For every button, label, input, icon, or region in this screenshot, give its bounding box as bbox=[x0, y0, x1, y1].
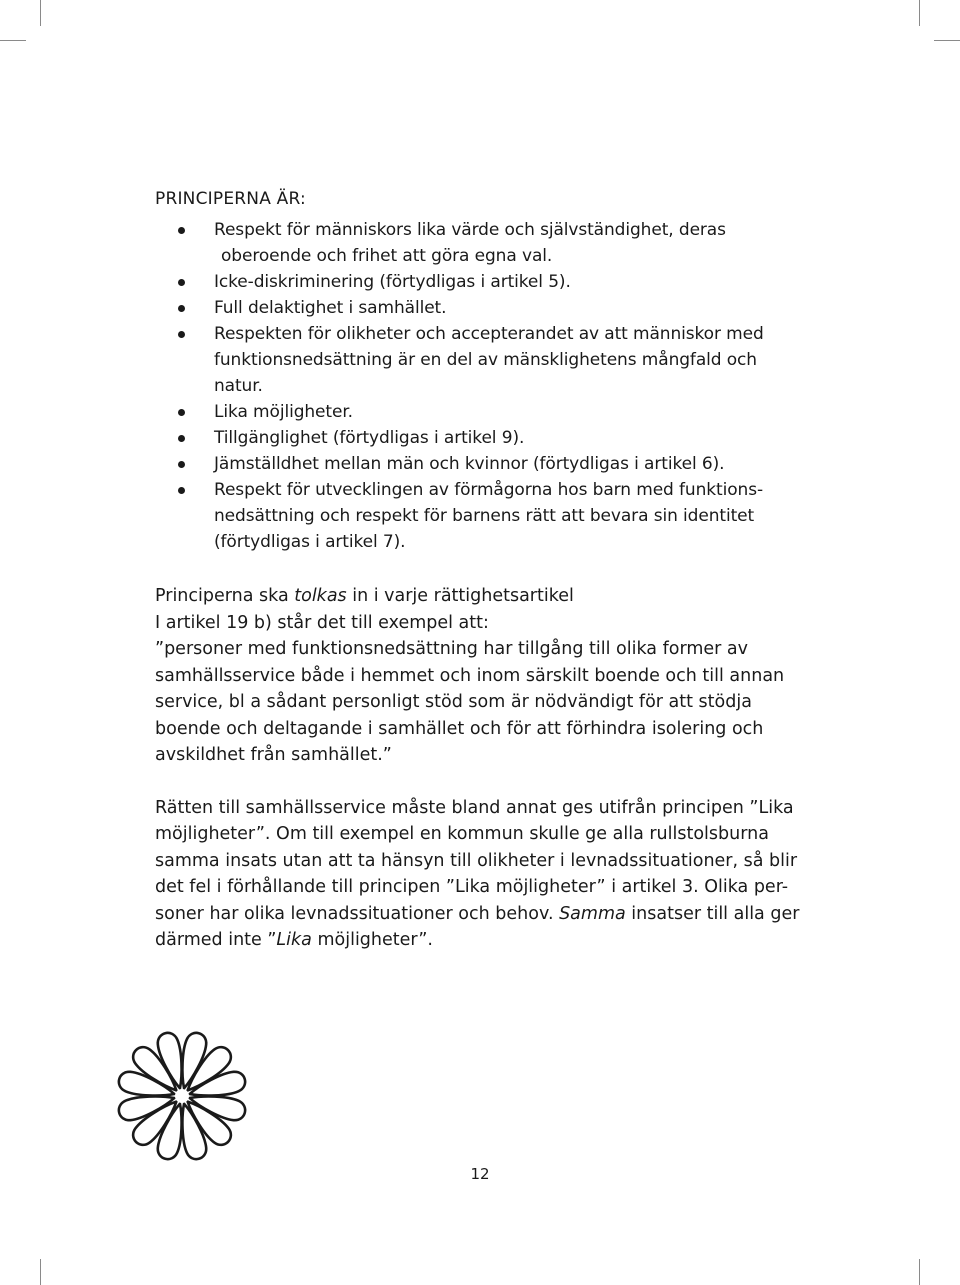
bullet-icon bbox=[178, 461, 185, 468]
flower-icon bbox=[108, 1022, 256, 1170]
bullet-icon bbox=[178, 227, 185, 234]
bullet-icon bbox=[178, 279, 185, 286]
bullet-icon bbox=[178, 435, 185, 442]
page-content bbox=[155, 186, 815, 954]
flower-petal bbox=[129, 1043, 184, 1098]
list-item: Lika möjligheter. bbox=[155, 399, 815, 425]
flower-petal bbox=[129, 1094, 184, 1149]
bullet-icon bbox=[178, 487, 185, 494]
interpretation-section bbox=[155, 583, 815, 954]
list-item: Icke-diskriminering (förtydligas i artikel 5). bbox=[155, 269, 815, 295]
list-item: Full delaktighet i samhället. bbox=[155, 295, 815, 321]
crop-mark bbox=[919, 1259, 920, 1285]
list-item: Respekt för utvecklingen av förmågorna hos barn med funktions- nedsättning och respekt för barnens rätt att bevara sin identitet (förtydligas i artikel 7). bbox=[155, 477, 815, 555]
list-item: Tillgänglighet (förtydligas i artikel 9). bbox=[155, 425, 815, 451]
body-paragraph: Rätten till samhällsservice måste bland annat ges utifrån principen ”Lika möjligheter”. Om till exempel en kommun skulle ge alla rullstolsburna samma insats utan att ta hänsyn till olikheter i levnadssituationer, så blir det fel i förhållande till principen ”Lika möjligheter” i artikel 3. Olika per- soner har olika levnadssituationer och behov. Samma insatser till alla ger därmed inte ”Lika möjligheter”. bbox=[155, 797, 800, 950]
crop-mark bbox=[934, 40, 960, 41]
crop-mark bbox=[0, 40, 26, 41]
principles-list bbox=[155, 217, 815, 555]
principles-heading: PRINCIPERNA ÄR: bbox=[155, 189, 306, 209]
section-subheading: Principerna ska tolkas in i varje rättighetsartikel bbox=[155, 586, 574, 606]
list-item: Respekt för människors lika värde och självständighet, deras oberoende och frihet att göra egna val. bbox=[155, 217, 815, 269]
list-item: Respekten för olikheter och accepterandet av att människor med funktionsnedsättning är en del av mänsklighetens mångfald och natur. bbox=[155, 321, 815, 399]
flower-petal bbox=[180, 1094, 235, 1149]
quote-block: ”personer med funktionsnedsättning har tillgång till olika former av samhällsservice både i hemmet och inom särskilt boende och till annan service, bl a sådant personligt stöd som är nödvändigt för att stödja boende och deltagande i samhället och för att förhindra isolering och avskildhet från samhället.” bbox=[155, 639, 785, 765]
bullet-icon bbox=[178, 305, 185, 312]
list-item: Jämställdhet mellan män och kvinnor (förtydligas i artikel 6). bbox=[155, 451, 815, 477]
intro-text: I artikel 19 b) står det till exempel att: bbox=[155, 612, 489, 633]
bullet-icon bbox=[178, 409, 185, 416]
crop-mark bbox=[919, 0, 920, 26]
crop-mark bbox=[40, 0, 41, 26]
flower-petal bbox=[180, 1043, 235, 1098]
bullet-icon bbox=[178, 331, 185, 338]
page-number: 12 bbox=[470, 1165, 490, 1183]
crop-mark bbox=[40, 1259, 41, 1285]
